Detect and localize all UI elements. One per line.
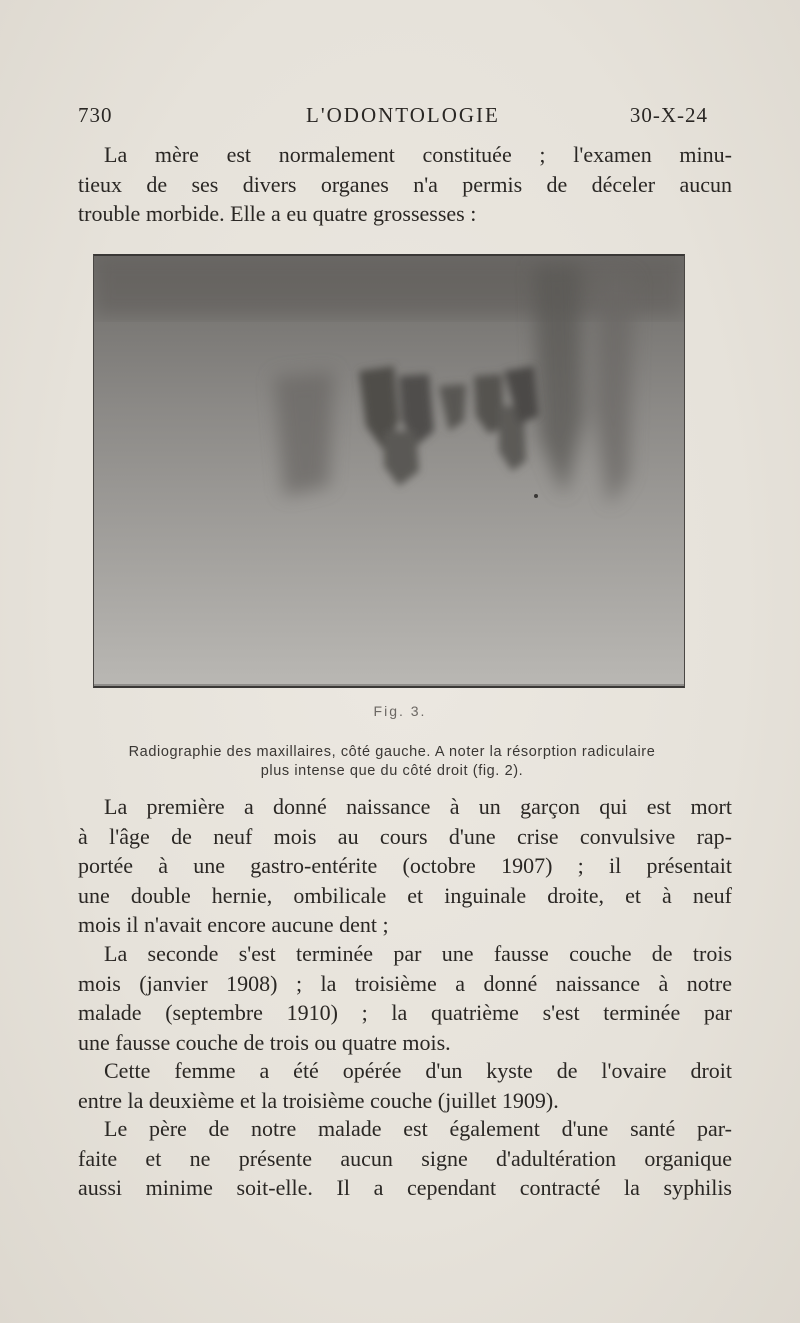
text-line: La mère est normalement constituée ; l'examen minu- — [104, 142, 732, 167]
text-line: à l'âge de neuf mois au cours d'une crise convulsive rap- — [78, 823, 732, 849]
caption-line: plus intense que du côté droit (fig. 2). — [260, 763, 524, 779]
text-line: Cette femme a été opérée d'un kyste de l'ovaire droit — [104, 1058, 732, 1083]
text-line: mois (janvier 1908) ; la troisième a donné naissance à notre — [78, 970, 732, 996]
running-head — [78, 103, 708, 133]
text-line: portée à une gastro-entérite (octobre 1907) ; il présentait — [78, 853, 732, 878]
text-line: faite et ne présente aucun signe d'adultération organique — [78, 1145, 732, 1171]
paragraph-father — [78, 1114, 732, 1203]
intro-paragraph — [78, 140, 732, 229]
paragraph-first-pregnancy — [78, 792, 732, 940]
text-line: La première a donné naissance à un garçon qui est mort — [104, 794, 732, 819]
paragraph-other-pregnancies — [78, 939, 732, 1057]
figure-caption — [78, 743, 706, 781]
text-line: une fausse couche de trois ou quatre mois. — [78, 1029, 451, 1055]
issue-date: 30-X-24 — [629, 103, 708, 127]
radiograph-image — [93, 254, 685, 688]
text-line: malade (septembre 1910) ; la quatrième s'est terminée par — [78, 1000, 732, 1025]
text-line: entre la deuxième et la troisième couche (juillet 1909). — [78, 1087, 559, 1113]
caption-line: Radiographie des maxillaires, côté gauche. A noter la résorption radiculaire — [128, 744, 656, 760]
paragraph-ovarian-cyst — [78, 1056, 732, 1115]
text-line: trouble morbide. Elle a eu quatre grossesses : — [78, 201, 477, 226]
text-line: tieux de ses divers organes n'a permis de déceler aucun — [78, 171, 732, 197]
text-line: une double hernie, ombilicale et inguinale droite, et à neuf — [78, 882, 732, 908]
text-line: La seconde s'est terminée par une fausse couche de trois — [104, 941, 732, 966]
page-number: 730 — [78, 103, 113, 127]
text-line: Le père de notre malade est également d'une santé par- — [104, 1116, 732, 1141]
figure-label: Fig. 3. — [373, 703, 427, 719]
text-line: mois il n'avait encore aucune dent ; — [78, 912, 389, 937]
radiograph-graphic — [94, 256, 684, 684]
journal-title: L'ODONTOLOGIE — [306, 103, 500, 127]
text-line: aussi minime soit-elle. Il a cependant contracté la syphilis — [78, 1175, 732, 1200]
